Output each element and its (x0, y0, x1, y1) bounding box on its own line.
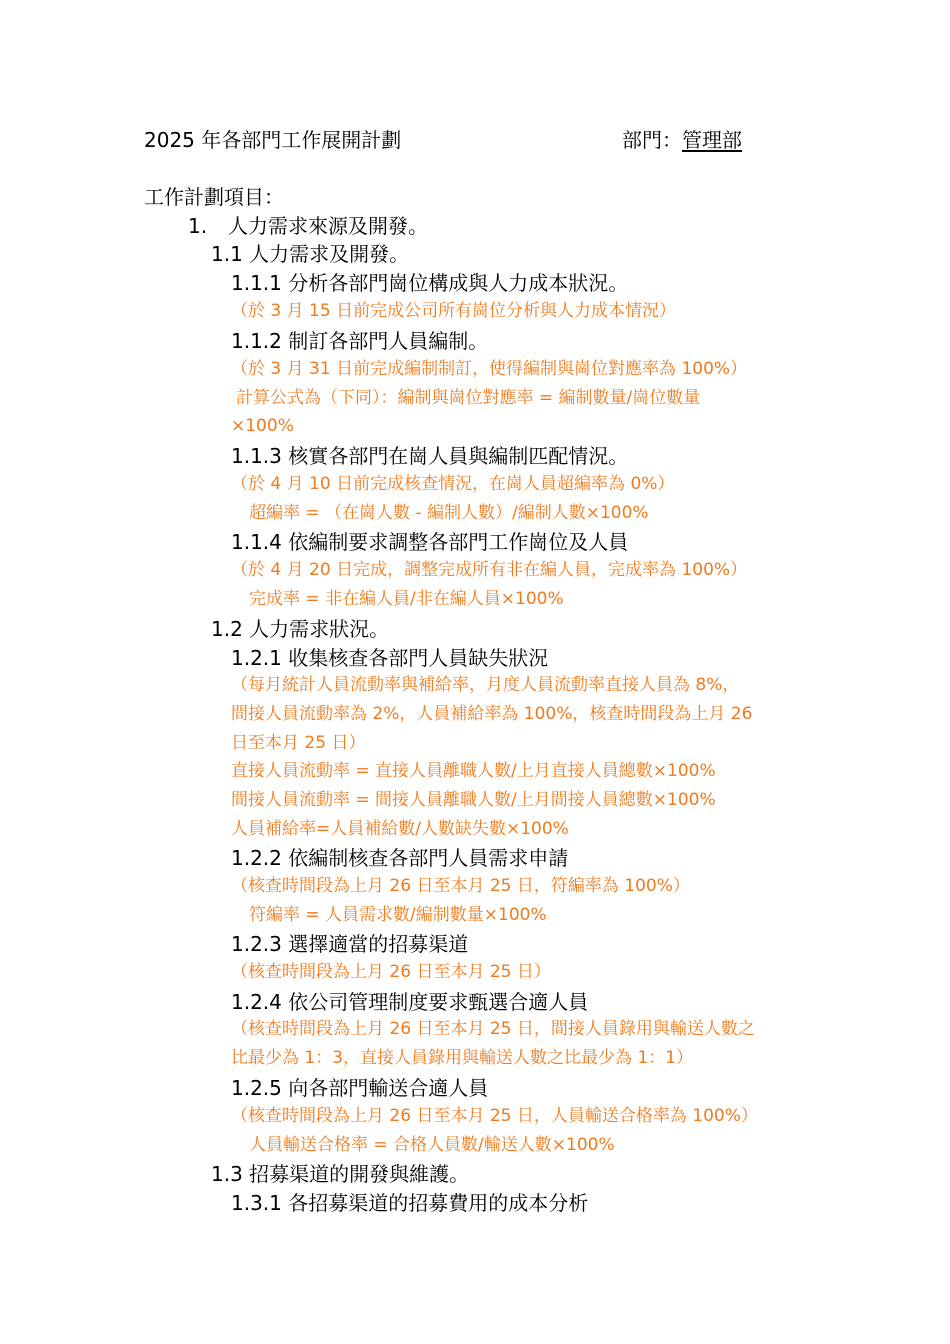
subitem-title: 1.2.4 依公司管理制度要求甄選合適人員 (231, 990, 589, 1014)
subitem-note: 間接人員流動率為 2%，人員補給率為 100%，核查時間段為上月 26 (231, 704, 753, 724)
subitem-title: 1.2.2 依編制核查各部門人員需求申請 (231, 846, 569, 870)
subitem-title: 1.1.4 依編制要求調整各部門工作崗位及人員 (231, 530, 629, 554)
formula-line: 人員補給率=人員補給數/人數缺失數×100% (231, 819, 569, 839)
subitem-title: 1.2.5 向各部門輸送合適人員 (231, 1076, 489, 1100)
formula-line: 計算公式為（下同）：編制與崗位對應率 = 編制數量/崗位數量 (236, 388, 701, 408)
subitem-note: 比最少為 1：3，直接人員錄用與輸送人數之比最少為 1：1） (231, 1048, 694, 1068)
section-label: 工作計劃項目： (144, 185, 284, 209)
subitem-note: （於 3 月 15 日前完成公司所有崗位分析與人力成本情況） (231, 301, 677, 321)
subsection-title: 1.1 人力需求及開發。 (211, 242, 410, 266)
subitem-title: 1.3.1 各招募渠道的招募費用的成本分析 (231, 1191, 589, 1215)
subitem-title: 1.2.3 選擇適當的招募渠道 (231, 932, 469, 956)
subitem-note: （於 4 月 20 日完成，調整完成所有非在編人員，完成率為 100%） (231, 560, 748, 580)
subitem-note: （核查時間段為上月 26 日至本月 25 日，符編率為 100%） (231, 876, 690, 896)
subitem-note: （於 4 月 10 日前完成核查情況，在崗人員超編率為 0%） (231, 474, 675, 494)
subitem-note: （核查時間段為上月 26 日至本月 25 日，間接人員錄用與輸送人數之 (231, 1019, 755, 1039)
formula-line: 超編率 = （在崗人數 - 編制人數）/編制人數×100% (249, 503, 649, 523)
formula-line: 人員輸送合格率 = 合格人員數/輸送人數×100% (249, 1135, 615, 1155)
item-title: 人力需求來源及開發。 (228, 214, 428, 238)
formula-line: ×100% (231, 416, 294, 436)
subsection-title: 1.2 人力需求狀況。 (211, 617, 390, 641)
department-label: 部門： (622, 128, 682, 152)
subitem-note: （核查時間段為上月 26 日至本月 25 日，人員輸送合格率為 100%） (231, 1106, 758, 1126)
item-number: 1. (188, 214, 208, 238)
subitem-title: 1.2.1 收集核查各部門人員缺失狀況 (231, 646, 549, 670)
subitem-note: （每月統計人員流動率與補給率，月度人員流動率直接人員為 8%， (231, 675, 740, 695)
department-field (622, 130, 742, 150)
subitem-title: 1.1.1 分析各部門崗位構成與人力成本狀況。 (231, 271, 629, 295)
formula-line: 完成率 = 非在編人員/非在編人員×100% (249, 589, 564, 609)
document-title: 2025 年各部門工作展開計劃 (144, 128, 402, 152)
subitem-title: 1.1.3 核實各部門在崗人員與編制匹配情況。 (231, 444, 629, 468)
subitem-note: 日至本月 25 日） (231, 733, 366, 753)
formula-line: 間接人員流動率 = 間接人員離職人數/上月間接人員總數×100% (231, 790, 716, 810)
subsection-title: 1.3 招募渠道的開發與維護。 (211, 1162, 470, 1186)
subitem-note: （於 3 月 31 日前完成編制制訂，使得編制與崗位對應率為 100%） (231, 359, 748, 379)
formula-line: 直接人員流動率 = 直接人員離職人數/上月直接人員總數×100% (231, 761, 716, 781)
formula-line: 符編率 = 人員需求數/編制數量×100% (249, 905, 547, 925)
subitem-note: （核查時間段為上月 26 日至本月 25 日） (231, 962, 551, 982)
department-value: 管理部 (682, 128, 742, 152)
subitem-title: 1.1.2 制訂各部門人員編制。 (231, 329, 489, 353)
